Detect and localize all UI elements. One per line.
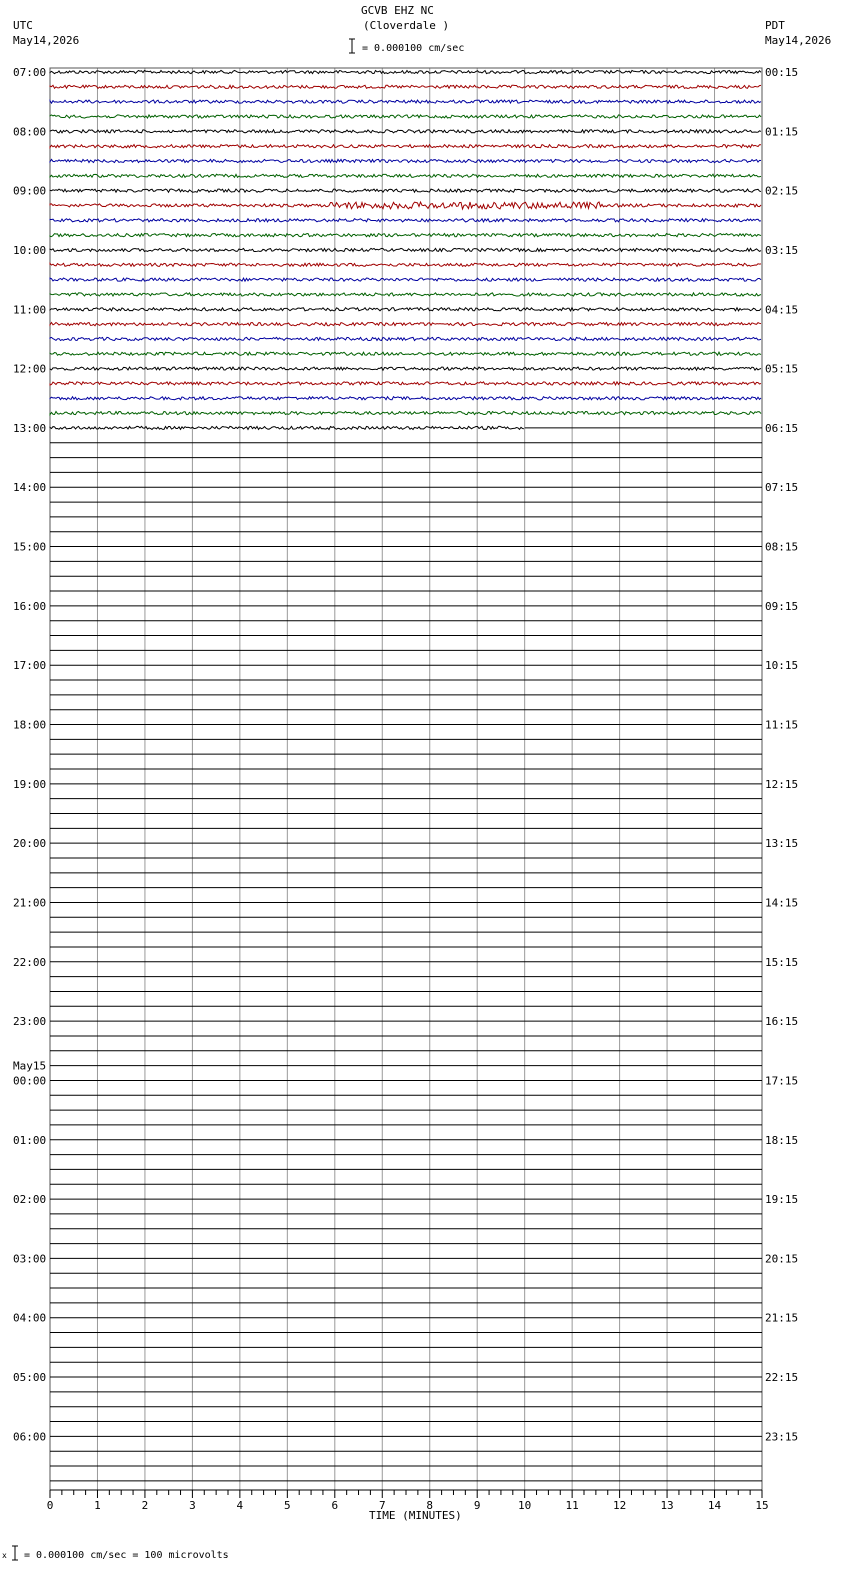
x-tick-label: 10	[518, 1499, 532, 1512]
x-tick-label: 15	[755, 1499, 769, 1512]
pdt-hour-label: 11:15	[765, 718, 799, 732]
pdt-hour-label: 12:15	[765, 777, 799, 791]
seismic-trace	[50, 293, 761, 296]
utc-hour-label: 18:00	[13, 718, 47, 732]
x-tick-label: 0	[46, 1499, 54, 1512]
seismic-trace	[50, 145, 761, 148]
utc-hour-label: 01:00	[13, 1133, 47, 1147]
pdt-hour-label: 15:15	[765, 955, 799, 969]
pdt-hour-label: 14:15	[765, 896, 799, 910]
pdt-hour-label: 00:15	[765, 66, 799, 79]
pdt-hour-label: 06:15	[765, 421, 799, 435]
seismic-trace	[50, 397, 761, 400]
pdt-hour-label: 23:15	[765, 1430, 799, 1444]
x-tick-label: 12	[612, 1499, 627, 1512]
x-tick-label: 3	[189, 1499, 196, 1512]
x-axis-label: TIME (MINUTES)	[369, 1509, 462, 1522]
station-title: GCVB EHZ NC	[361, 4, 434, 17]
utc-hour-label: 15:00	[13, 540, 47, 554]
x-tick-label: 7	[378, 1499, 386, 1512]
pdt-hour-label: 01:15	[765, 125, 799, 139]
pdt-hour-label: 13:15	[765, 837, 799, 851]
pdt-hour-label: 20:15	[765, 1252, 799, 1266]
seismic-trace	[50, 367, 761, 370]
seismic-trace	[50, 174, 761, 177]
utc-hour-label: 12:00	[13, 362, 47, 376]
right-timezone: PDT	[765, 19, 785, 32]
utc-hour-label: 00:00	[13, 1074, 47, 1088]
station-location: (Cloverdale )	[363, 19, 450, 32]
x-tick-label: 4	[236, 1499, 244, 1512]
x-tick-label: 1	[94, 1499, 101, 1512]
pdt-hour-label: 16:15	[765, 1015, 799, 1029]
pdt-hour-label: 02:15	[765, 184, 799, 198]
utc-hour-label: 22:00	[13, 955, 47, 969]
footer-scale-note: = 0.000100 cm/sec = 100 microvolts	[24, 1550, 229, 1561]
utc-hour-label: 06:00	[13, 1430, 47, 1444]
utc-hour-label: 05:00	[13, 1371, 47, 1385]
x-tick-label: 13	[660, 1499, 674, 1512]
pdt-hour-label: 08:15	[765, 540, 799, 554]
pdt-hour-label: 04:15	[765, 303, 799, 317]
seismic-trace	[50, 100, 761, 103]
utc-hour-label: 07:00	[13, 66, 47, 79]
seismic-trace	[50, 263, 761, 266]
date-change-label: May15	[13, 1059, 47, 1073]
seismic-trace	[50, 234, 761, 237]
seismic-trace	[50, 159, 761, 162]
x-tick-label: 8	[426, 1499, 434, 1512]
utc-hour-label: 04:00	[13, 1311, 47, 1325]
utc-hour-label: 03:00	[13, 1252, 47, 1266]
utc-hour-label: 21:00	[13, 896, 47, 910]
seismic-trace	[50, 412, 761, 415]
utc-hour-label: 10:00	[13, 243, 47, 257]
x-tick-label: 9	[473, 1499, 481, 1512]
utc-hour-label: 17:00	[13, 659, 47, 673]
pdt-hour-label: 19:15	[765, 1193, 799, 1207]
utc-hour-label: 08:00	[13, 125, 47, 139]
seismic-trace	[50, 308, 761, 311]
utc-hour-label: 20:00	[13, 837, 47, 851]
pdt-hour-label: 05:15	[765, 362, 799, 376]
seismic-trace	[50, 382, 761, 385]
right-date: May14,2026	[765, 34, 832, 47]
seismic-trace	[50, 352, 761, 355]
utc-hour-label: 02:00	[13, 1193, 47, 1207]
scale-text: = 0.000100 cm/sec	[362, 43, 465, 54]
x-tick-label: 14	[707, 1499, 722, 1512]
utc-hour-label: 09:00	[13, 184, 47, 198]
seismic-trace	[50, 85, 761, 88]
pdt-hour-label: 09:15	[765, 599, 799, 613]
utc-hour-label: 19:00	[13, 777, 47, 791]
pdt-hour-label: 22:15	[765, 1371, 799, 1385]
x-tick-label: 11	[565, 1499, 579, 1512]
x-tick-label: 6	[331, 1499, 339, 1512]
pdt-hour-label: 18:15	[765, 1133, 799, 1147]
utc-hour-label: 14:00	[13, 481, 47, 495]
utc-hour-label: 13:00	[13, 421, 47, 435]
svg-text:x: x	[2, 1551, 7, 1560]
pdt-hour-label: 17:15	[765, 1074, 799, 1088]
seismic-trace	[50, 115, 761, 118]
seismic-trace	[50, 202, 761, 209]
utc-hour-label: 23:00	[13, 1015, 47, 1029]
utc-hour-label: 11:00	[13, 303, 47, 317]
left-timezone: UTC	[13, 19, 33, 32]
left-date: May14,2026	[13, 34, 80, 47]
pdt-hour-label: 10:15	[765, 659, 799, 673]
x-tick-label: 2	[141, 1499, 149, 1512]
x-tick-label: 5	[284, 1499, 291, 1512]
footer-scale-bar-icon	[2, 1545, 20, 1561]
pdt-hour-label: 21:15	[765, 1311, 799, 1325]
seismic-trace	[50, 248, 761, 251]
seismic-trace	[50, 323, 761, 326]
seismic-trace	[50, 189, 761, 192]
seismic-trace	[50, 278, 761, 281]
seismic-trace	[50, 219, 761, 222]
seismic-trace	[50, 130, 761, 133]
pdt-hour-label: 07:15	[765, 481, 799, 495]
utc-hour-label: 16:00	[13, 599, 47, 613]
seismic-trace	[50, 337, 761, 340]
pdt-hour-label: 03:15	[765, 243, 799, 257]
seismic-trace	[50, 70, 761, 73]
